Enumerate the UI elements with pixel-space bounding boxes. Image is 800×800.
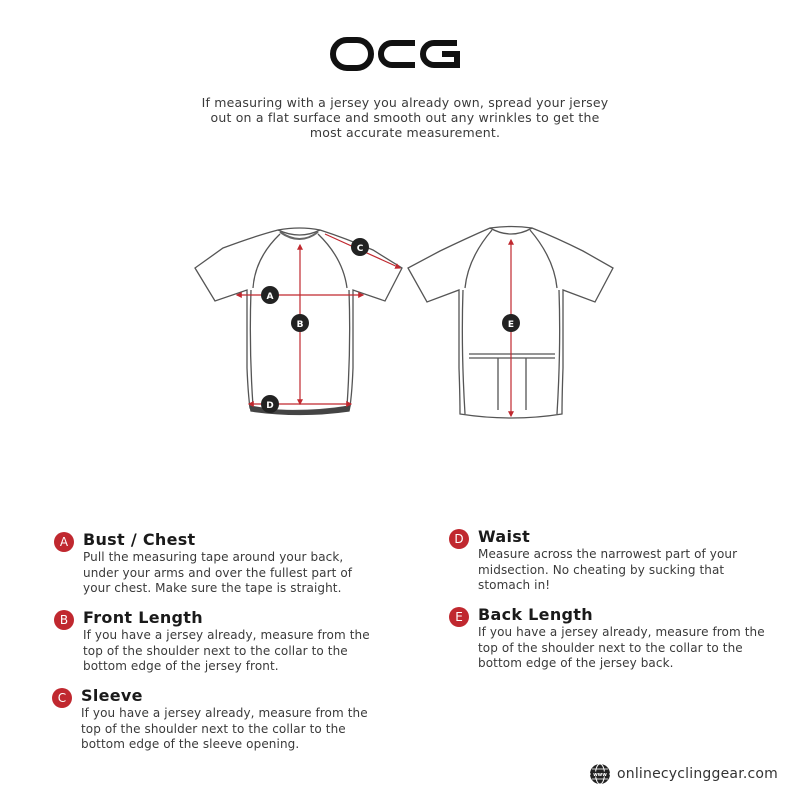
item-description: If you have a jersey already, measure from the top of the shoulder next to the collar to the bottom edge of the sleeve opening. — [81, 706, 368, 751]
diagram-badge-b — [291, 314, 309, 332]
svg-text:C: C — [356, 244, 364, 254]
badge-a: A — [54, 532, 74, 552]
svg-text:B: B — [296, 320, 304, 330]
intro-text: If measuring with a jersey you already own, spread your jersey out on a flat surface and smooth out any wrinkles to get the most accurate measurement. — [201, 95, 609, 140]
diagram-badge-d — [261, 395, 279, 413]
diagram-badge-c — [351, 238, 369, 256]
item-description: Pull the measuring tape around your back, under your arms and over the fullest part of your chest. Make sure the tape is straight. — [83, 550, 353, 595]
svg-text:A: A — [266, 292, 274, 302]
item-title: Back Length — [478, 605, 593, 624]
svg-text:www: www — [593, 772, 607, 778]
badge-d: D — [449, 529, 469, 549]
www-globe-icon — [589, 763, 611, 785]
svg-text:D: D — [266, 401, 274, 411]
item-title: Front Length — [83, 608, 203, 627]
website-link[interactable]: onlinecyclinggear.com — [617, 766, 779, 782]
badge-b: B — [54, 610, 74, 630]
badge-c: C — [52, 688, 72, 708]
item-title: Sleeve — [81, 686, 143, 705]
footer-website — [589, 763, 778, 785]
diagram-badge-a — [261, 286, 279, 304]
diagram-badge-e — [502, 314, 520, 332]
item-description: Measure across the narrowest part of your midsection. No cheating by sucking that stomach in! — [478, 547, 738, 592]
item-title: Waist — [478, 527, 531, 546]
svg-text:E: E — [507, 320, 515, 330]
ocg-logo — [330, 36, 462, 72]
item-title: Bust / Chest — [83, 530, 196, 549]
item-description: If you have a jersey already, measure from the top of the shoulder next to the collar to the bottom edge of the jersey front. — [83, 628, 370, 673]
jersey-diagram — [185, 218, 625, 428]
badge-e: E — [449, 607, 469, 627]
item-description: If you have a jersey already, measure from the top of the shoulder next to the collar to the bottom edge of the jersey back. — [478, 625, 765, 670]
